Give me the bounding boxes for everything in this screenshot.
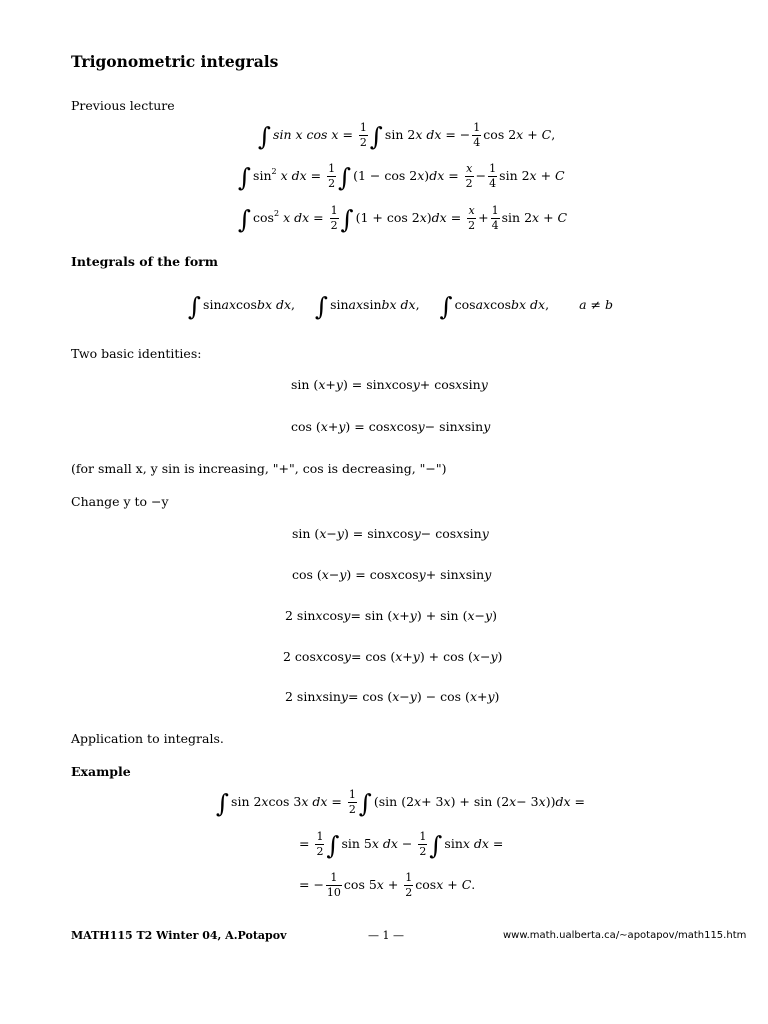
previous-lecture-label: Previous lecture xyxy=(71,98,175,113)
identity-cos-diff: cos ( x − y ) = cos x cos y + sin x sin y xyxy=(292,567,492,582)
footer-page-number: — 1 — xyxy=(368,929,404,942)
two-identities-label: Two basic identities: xyxy=(71,346,202,361)
identity-2sin-cos: 2 sin x cos y = sin ( x + y ) + sin ( x − y ) xyxy=(285,608,497,623)
example-step-2: = $\frac{1}{2}$ ∫ sin 5 x dx − $\frac{1}{2}$ ∫ sin x dx = xyxy=(299,830,504,860)
example-step-3: = − $\frac{1}{10}$ cos 5 x + $\frac{1}{2}$ cos x + C . xyxy=(299,871,476,899)
equation-sin-squared: ∫ sin $^2$ x dx = $\frac{1}{2}$ ∫ (1 − cos 2 x ) dx = $\frac{x}{2}$ − $\frac{1}{4}$ sin 2 x + C xyxy=(238,162,565,192)
integrals-of-form-heading: Integrals of the form xyxy=(71,254,218,269)
identity-sin-diff: sin ( x − y ) = sin x cos y − cos x sin y xyxy=(292,526,489,541)
footer-course: MATH115 T2 Winter 04, A.Potapov xyxy=(71,929,287,942)
identity-2cos-cos: 2 cos x cos y = cos ( x + y ) + cos ( x − y ) xyxy=(283,649,503,664)
identity-cos-sum: cos ( x + y ) = cos x cos y − sin x sin y xyxy=(291,419,491,434)
example-heading: Example xyxy=(71,764,131,779)
equation-integral-forms: ∫ sin ax cos bx dx , ∫ sin ax sin bx dx , ∫ cos ax cos bx dx , a ≠ b xyxy=(188,292,613,321)
equation-cos-squared: ∫ cos $^2$ x dx = $\frac{1}{2}$ ∫ (1 + cos 2 x ) dx = $\frac{x}{2}$ + $\frac{1}{4}$ sin 2 x + C xyxy=(238,204,568,234)
equation-sin-cos: ∫ sin x cos x = $\frac{1}{2}$ ∫ sin 2 x dx = − $\frac{1}{4}$ cos 2 x + C , xyxy=(258,121,556,151)
small-angle-note: (for small x, y sin is increasing, "+", cos is decreasing, "−") xyxy=(71,461,447,476)
identity-2sin-sin: 2 sin x sin y = cos ( x − y ) − cos ( x + y ) xyxy=(285,689,500,704)
change-y-label: Change y to −y xyxy=(71,494,169,509)
application-label: Application to integrals. xyxy=(71,731,224,746)
footer-url: www.math.ualberta.ca/∼apotapov/math115.htm xyxy=(503,930,747,941)
identity-sin-sum: sin ( x + y ) = sin x cos y + cos x sin y xyxy=(291,377,488,392)
page-title: Trigonometric integrals xyxy=(71,52,279,71)
example-step-1: ∫ sin 2 x cos 3 x dx = $\frac{1}{2}$ ∫ (sin (2 x + 3 x ) + sin (2 x − 3 x )) dx = xyxy=(216,788,585,818)
